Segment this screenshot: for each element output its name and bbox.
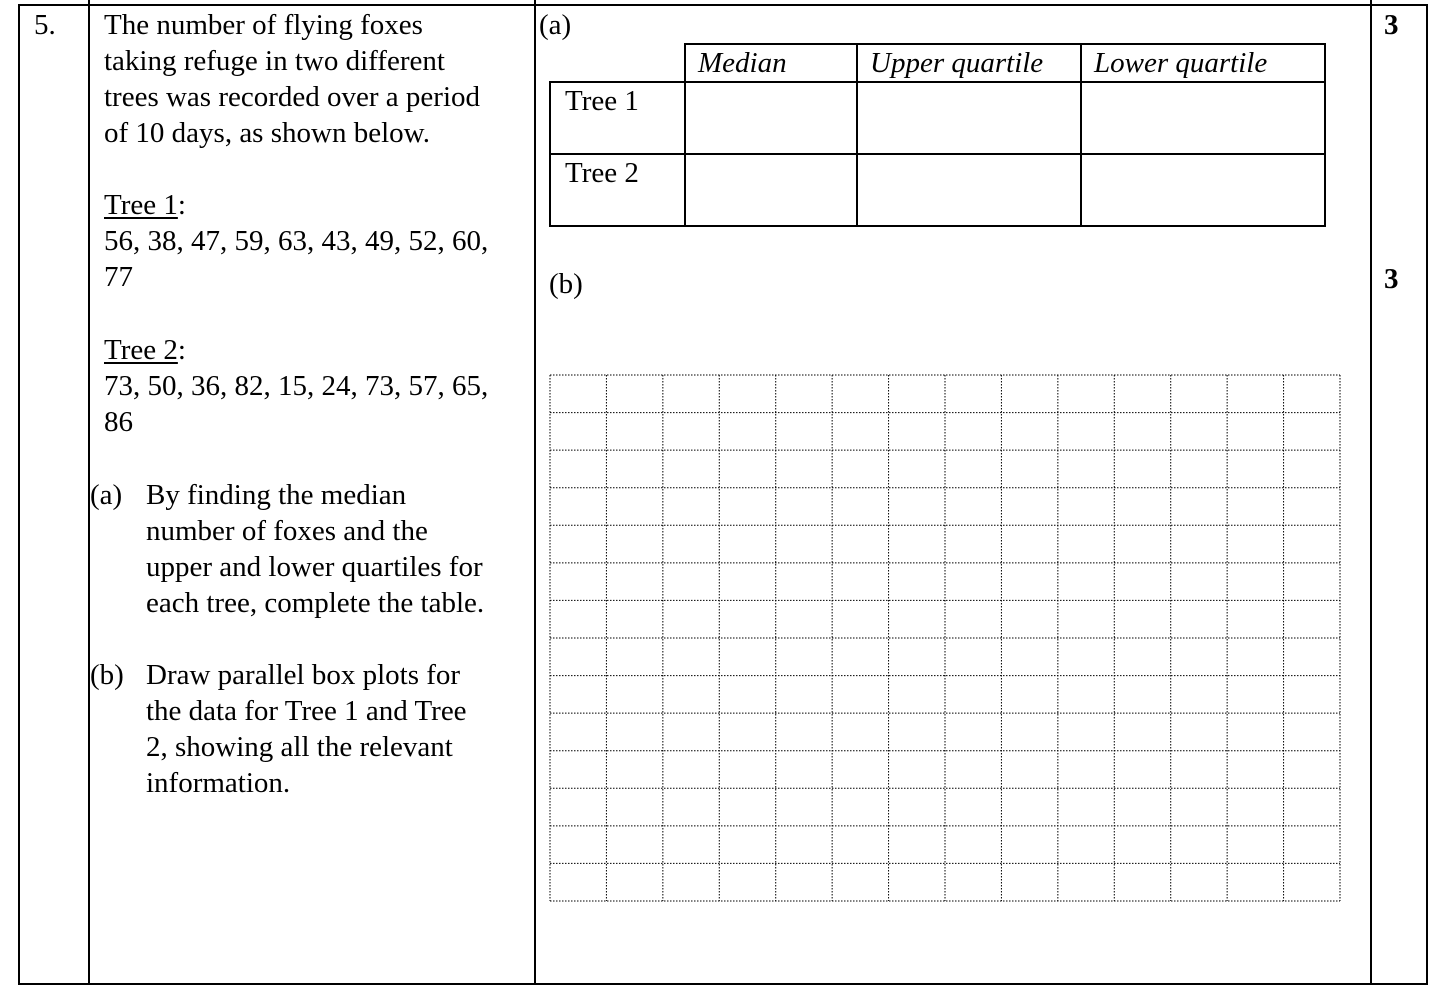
answer-cell-tree1-median[interactable] xyxy=(685,82,857,154)
part-b-marker: (b) xyxy=(90,659,124,691)
frame-top-line xyxy=(18,4,1428,6)
header-lower-quartile: Lower quartile xyxy=(1081,44,1325,82)
tree1-label: Tree 1 xyxy=(104,189,178,221)
row-label-tree2: Tree 2 xyxy=(550,154,685,226)
tree2-colon: : xyxy=(177,334,186,366)
tree2-heading xyxy=(104,332,186,368)
tree1-data-line: 56, 38, 47, 59, 63, 43, 49, 52, 60, xyxy=(104,225,489,257)
answer-cell-tree1-lower-quartile[interactable] xyxy=(1081,82,1325,154)
part-b-line: Draw parallel box plots for xyxy=(146,659,461,691)
answer-grid[interactable] xyxy=(549,374,1341,902)
part-b-line: the data for Tree 1 and Tree xyxy=(146,695,467,727)
marks-part-b: 3 xyxy=(1384,263,1399,295)
tree1-colon: : xyxy=(177,189,186,221)
answer-table xyxy=(549,43,1326,227)
frame-col3-line xyxy=(1370,0,1372,985)
header-median: Median xyxy=(685,44,857,82)
part-a-marker: (a) xyxy=(90,479,123,511)
answer-cell-tree2-lower-quartile[interactable] xyxy=(1081,154,1325,226)
tree2-data-line: 86 xyxy=(104,406,133,438)
tree1-heading xyxy=(104,187,186,223)
answer-part-b-label: (b) xyxy=(549,268,583,300)
row-label-tree1: Tree 1 xyxy=(550,82,685,154)
answer-cell-tree2-median[interactable] xyxy=(685,154,857,226)
part-b-line: information. xyxy=(146,767,291,799)
tree2-data-line: 73, 50, 36, 82, 15, 24, 73, 57, 65, xyxy=(104,370,489,402)
table-corner xyxy=(550,44,685,82)
intro-line: of 10 days, as shown below. xyxy=(104,117,430,149)
intro-line: trees was recorded over a period xyxy=(104,81,481,113)
frame-col2-line xyxy=(534,0,536,985)
tree2-label: Tree 2 xyxy=(104,334,178,366)
frame-bottom-line xyxy=(18,983,1428,985)
part-a-line: each tree, complete the table. xyxy=(146,587,485,619)
answer-cell-tree2-upper-quartile[interactable] xyxy=(857,154,1081,226)
header-upper-quartile: Upper quartile xyxy=(857,44,1081,82)
frame-right-line xyxy=(1426,4,1428,985)
answer-cell-tree1-upper-quartile[interactable] xyxy=(857,82,1081,154)
intro-line: taking refuge in two different xyxy=(104,45,445,77)
marks-part-a: 3 xyxy=(1384,9,1399,41)
answer-part-a-label: (a) xyxy=(539,9,572,41)
part-a-line: upper and lower quartiles for xyxy=(146,551,483,583)
part-a-line: number of foxes and the xyxy=(146,515,428,547)
question-number: 5. xyxy=(34,9,56,41)
intro-line: The number of flying foxes xyxy=(104,9,423,41)
tree1-data-line: 77 xyxy=(104,261,133,293)
part-b-line: 2, showing all the relevant xyxy=(146,731,453,763)
frame-left-line xyxy=(18,4,20,985)
part-a-line: By finding the median xyxy=(146,479,407,511)
